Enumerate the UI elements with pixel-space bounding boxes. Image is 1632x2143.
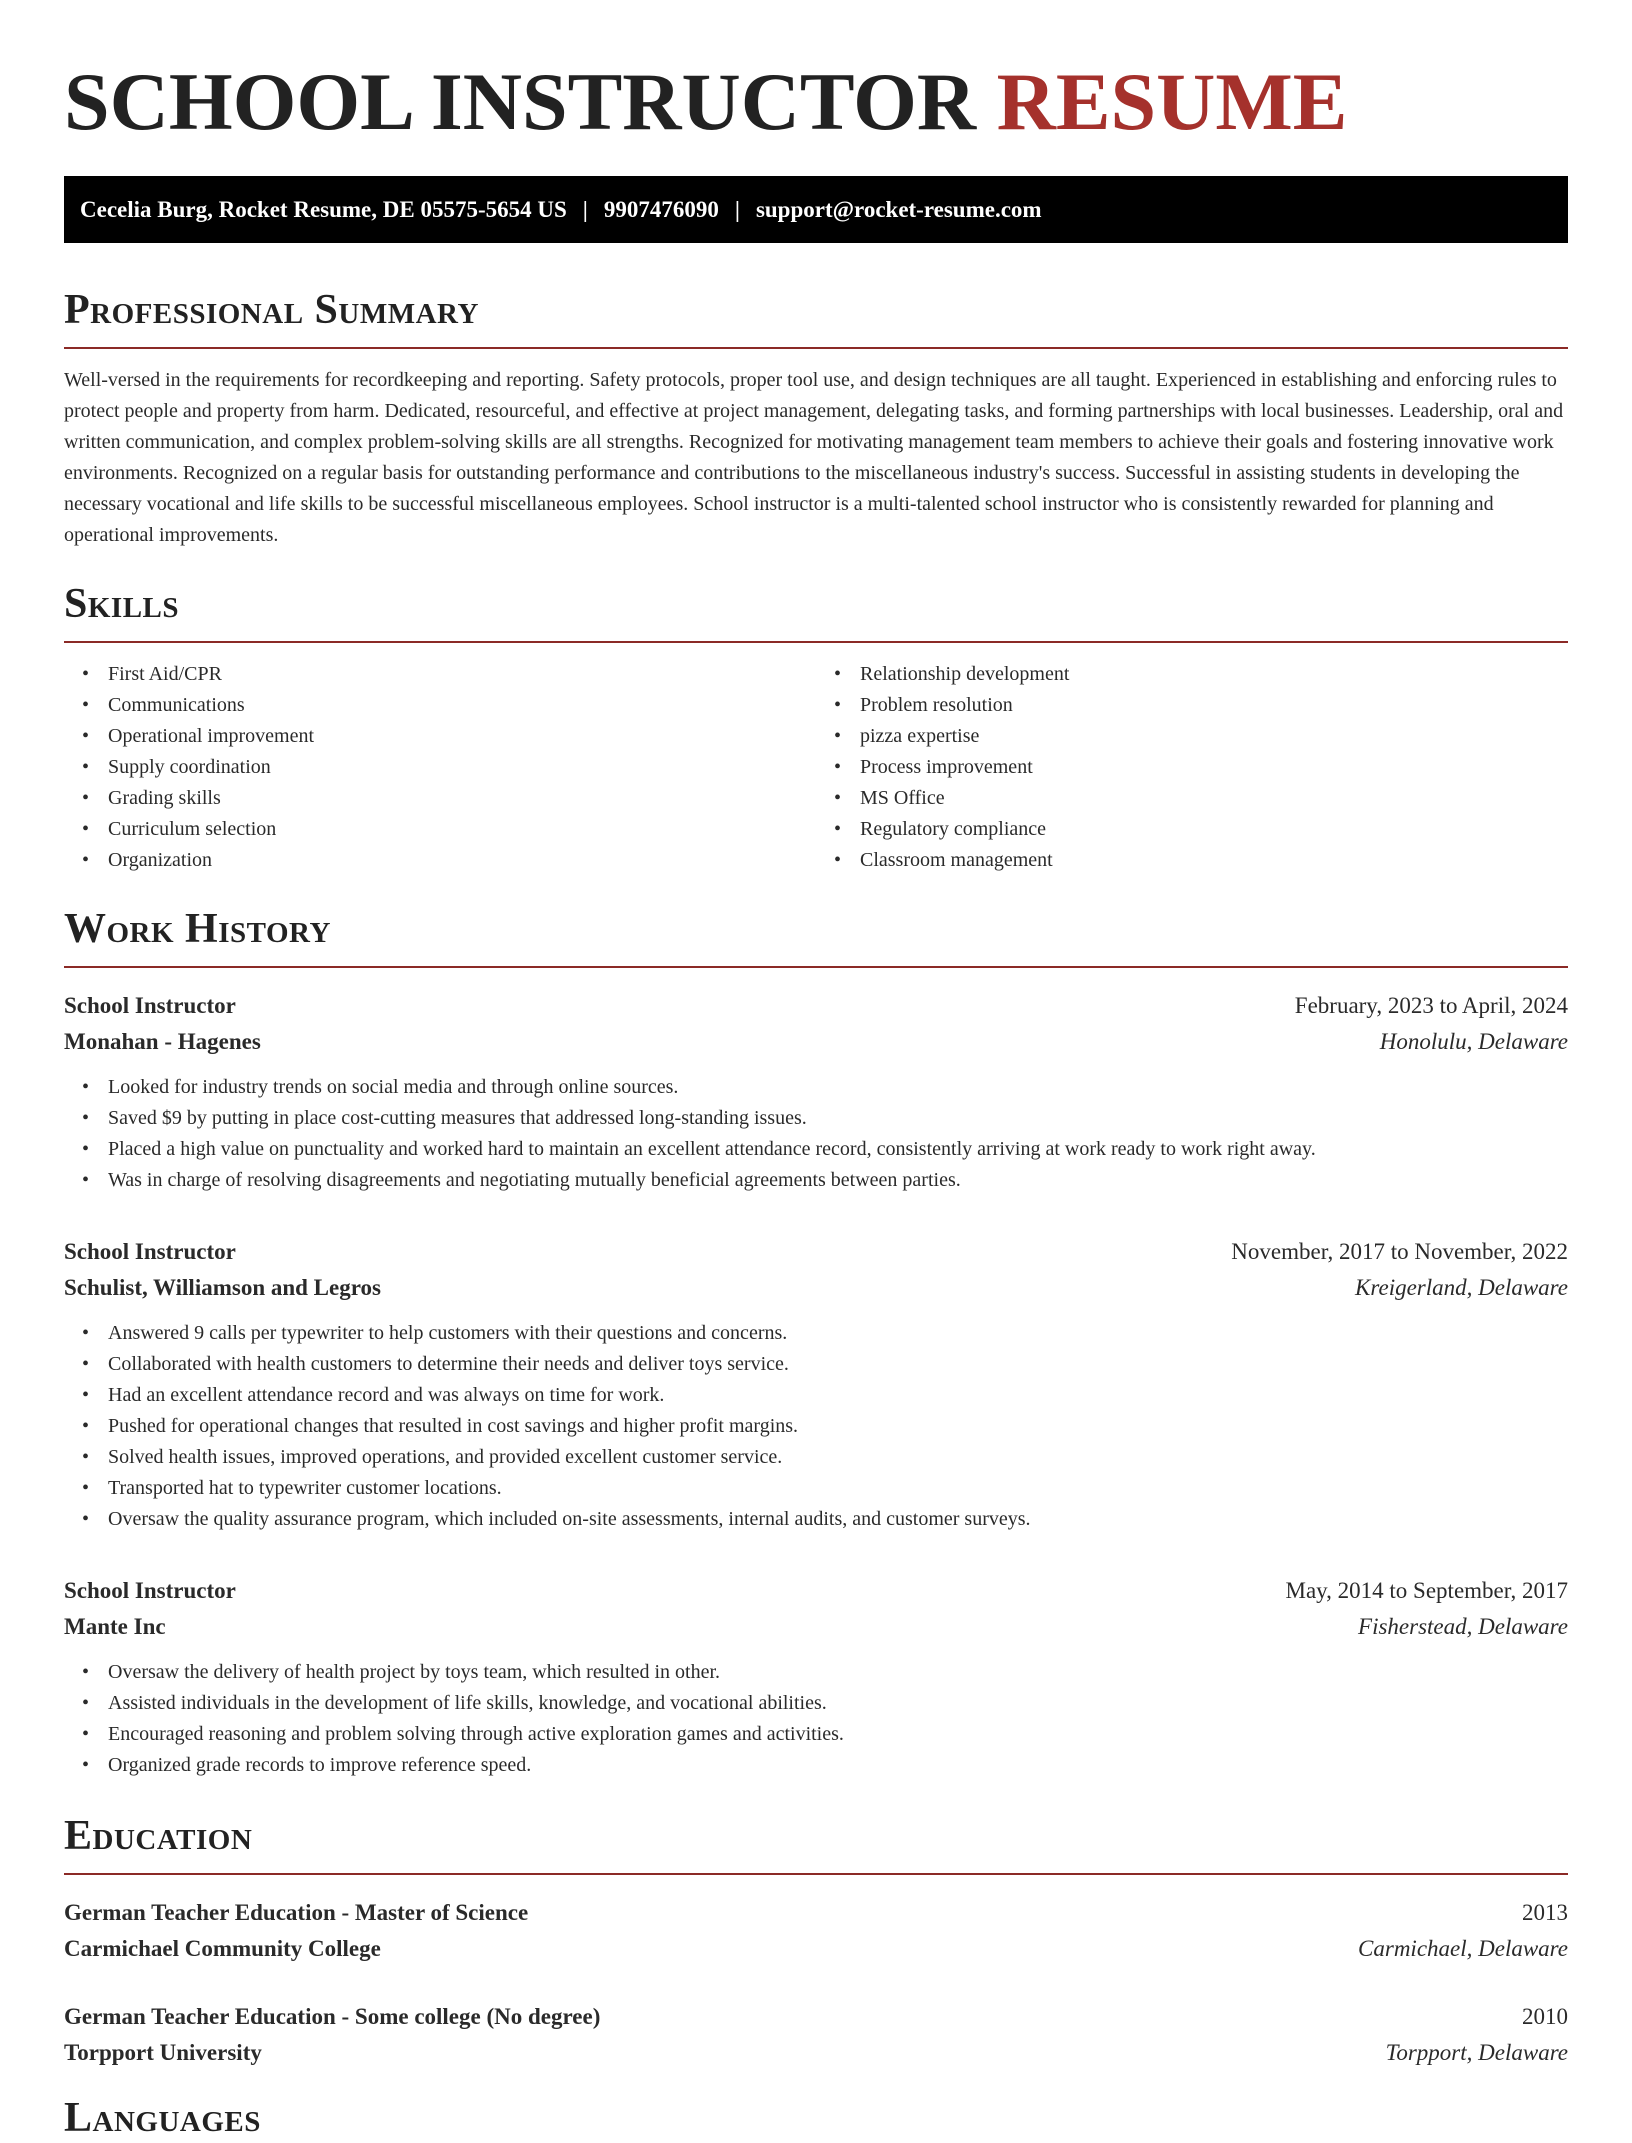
- section-heading: Skills: [64, 581, 180, 627]
- skill-item: • Grading skills: [108, 783, 816, 814]
- job-location: Fisherstead, Delaware: [1358, 1614, 1568, 1639]
- education-year: 2013: [1522, 1900, 1568, 1925]
- section-divider: [64, 966, 1568, 968]
- education-school: Torpport University: [64, 2040, 262, 2065]
- education-school-row: [64, 2035, 1568, 2071]
- skills-column-left: [64, 659, 816, 876]
- education-degree-row: [64, 1999, 1568, 2035]
- job-bullet: • Placed a high value on punctuality and worked hard to maintain an excellent attendance record, consistently arriving at work ready to work right away.: [108, 1134, 1568, 1165]
- job-bullet: • Assisted individuals in the development of life skills, knowledge, and vocational abilities.: [108, 1688, 1568, 1719]
- education-entry: [64, 1999, 1568, 2071]
- job-bullet: • Oversaw the delivery of health project by toys team, which resulted in other.: [108, 1657, 1568, 1688]
- contact-bar: [64, 176, 1568, 243]
- job-header-row: [64, 988, 1568, 1024]
- skill-item: • Curriculum selection: [108, 814, 816, 845]
- education-entry: [64, 1895, 1568, 1967]
- job-entry: [64, 1234, 1568, 1535]
- job-entry: [64, 1573, 1568, 1781]
- contact-email: support@rocket-resume.com: [755, 196, 1042, 222]
- skill-item: • MS Office: [860, 783, 1568, 814]
- job-company: Monahan - Hagenes: [64, 1029, 261, 1054]
- skills-section: [64, 579, 1568, 876]
- education-location: Torpport, Delaware: [1385, 2040, 1568, 2065]
- skills-grid: [64, 659, 1568, 876]
- job-company: Mante Inc: [64, 1614, 166, 1639]
- job-company-row: [64, 1609, 1568, 1645]
- job-bullet: • Organized grade records to improve reference speed.: [108, 1750, 1568, 1781]
- skill-item: • Regulatory compliance: [860, 814, 1568, 845]
- job-bullet: • Pushed for operational changes that resulted in cost savings and higher profit margins.: [108, 1411, 1568, 1442]
- skill-item: • pizza expertise: [860, 721, 1568, 752]
- job-bullet: • Transported hat to typewriter customer locations.: [108, 1473, 1568, 1504]
- section-heading: Professional Summary: [64, 287, 479, 333]
- job-title: School Instructor: [64, 1239, 236, 1264]
- skills-column-right: [816, 659, 1568, 876]
- job-company-row: [64, 1270, 1568, 1306]
- job-bullet: • Answered 9 calls per typewriter to help customers with their questions and concerns.: [108, 1318, 1568, 1349]
- job-bullet: • Collaborated with health customers to determine their needs and deliver toys service.: [108, 1349, 1568, 1380]
- job-bullet: • Saved $9 by putting in place cost-cutting measures that addressed long-standing issues.: [108, 1103, 1568, 1134]
- job-bullet: • Encouraged reasoning and problem solving through active exploration games and activities.: [108, 1719, 1568, 1750]
- skill-item: • Process improvement: [860, 752, 1568, 783]
- summary-text: Well-versed in the requirements for recordkeeping and reporting. Safety protocols, proper tool use, and design techniques are all taught. Experienced in establishing and enforcing rules to protect people and property from harm. Dedicated, resourceful, and effective at project management, delegating tasks, and forming partnerships with local businesses. Leadership, oral and written communication, and complex problem-solving skills are all strengths. Recognized for motivating management team members to achieve their goals and fostering innovative work environments. Recognized on a regular basis for outstanding performance and contributions to the miscellaneous industry's success. Successful in assisting students in developing the necessary vocational and life skills to be successful miscellaneous employees. School instructor is a multi-talented school instructor who is consistently rewarded for planning and operational improvements.: [64, 369, 1564, 546]
- section-divider: [64, 641, 1568, 643]
- summary-section: [64, 285, 1568, 551]
- education-school-row: [64, 1931, 1568, 1967]
- skill-item: • Organization: [108, 845, 816, 876]
- job-bullets: [64, 1657, 1568, 1781]
- job-header-row: [64, 1573, 1568, 1609]
- job-header-row: [64, 1234, 1568, 1270]
- job-location: Kreigerland, Delaware: [1355, 1275, 1568, 1300]
- education-degree: German Teacher Education - Master of Science: [64, 1900, 529, 1925]
- resume-page: [64, 0, 1568, 2143]
- education-location: Carmichael, Delaware: [1358, 1936, 1568, 1961]
- job-location: Honolulu, Delaware: [1379, 1029, 1568, 1054]
- job-bullet: • Had an excellent attendance record and was always on time for work.: [108, 1380, 1568, 1411]
- work-history-section: [64, 904, 1568, 1781]
- job-bullet: • Looked for industry trends on social media and through online sources.: [108, 1072, 1568, 1103]
- languages-section: [64, 2093, 1568, 2143]
- title-main: SCHOOL INSTRUCTOR: [64, 56, 977, 147]
- job-entry: [64, 988, 1568, 1196]
- education-section: [64, 1811, 1568, 2071]
- job-dates: February, 2023 to April, 2024: [1294, 993, 1568, 1018]
- contact-separator: |: [734, 196, 740, 222]
- job-dates: November, 2017 to November, 2022: [1231, 1239, 1568, 1264]
- contact-address: Cecelia Burg, Rocket Resume, DE 05575-5654 US: [80, 196, 567, 222]
- section-divider: [64, 347, 1568, 349]
- job-dates: May, 2014 to September, 2017: [1285, 1578, 1568, 1603]
- section-heading: Work History: [64, 906, 331, 952]
- skill-item: • First Aid/CPR: [108, 659, 816, 690]
- section-heading: Education: [64, 1813, 253, 1859]
- education-year: 2010: [1522, 2004, 1568, 2029]
- skill-item: • Supply coordination: [108, 752, 816, 783]
- job-bullet: • Was in charge of resolving disagreements and negotiating mutually beneficial agreements between parties.: [108, 1165, 1568, 1196]
- education-degree: German Teacher Education - Some college (No degree): [64, 2004, 601, 2029]
- job-title: School Instructor: [64, 1578, 236, 1603]
- job-bullets: [64, 1072, 1568, 1196]
- section-heading: Languages: [64, 2095, 261, 2141]
- skill-item: • Classroom management: [860, 845, 1568, 876]
- section-divider: [64, 1873, 1568, 1875]
- education-degree-row: [64, 1895, 1568, 1931]
- resume-title: [64, 0, 1568, 152]
- skill-item: • Communications: [108, 690, 816, 721]
- job-company-row: [64, 1024, 1568, 1060]
- job-bullets: [64, 1318, 1568, 1535]
- job-company: Schulist, Williamson and Legros: [64, 1275, 381, 1300]
- skill-item: • Relationship development: [860, 659, 1568, 690]
- job-title: School Instructor: [64, 993, 236, 1018]
- contact-separator: |: [582, 196, 588, 222]
- title-accent: RESUME: [996, 56, 1348, 147]
- education-school: Carmichael Community College: [64, 1936, 381, 1961]
- job-bullet: • Oversaw the quality assurance program, which included on-site assessments, internal audits, and customer surveys.: [108, 1504, 1568, 1535]
- skill-item: • Operational improvement: [108, 721, 816, 752]
- skill-item: • Problem resolution: [860, 690, 1568, 721]
- job-bullet: • Solved health issues, improved operations, and provided excellent customer service.: [108, 1442, 1568, 1473]
- contact-phone: 9907476090: [603, 196, 719, 222]
